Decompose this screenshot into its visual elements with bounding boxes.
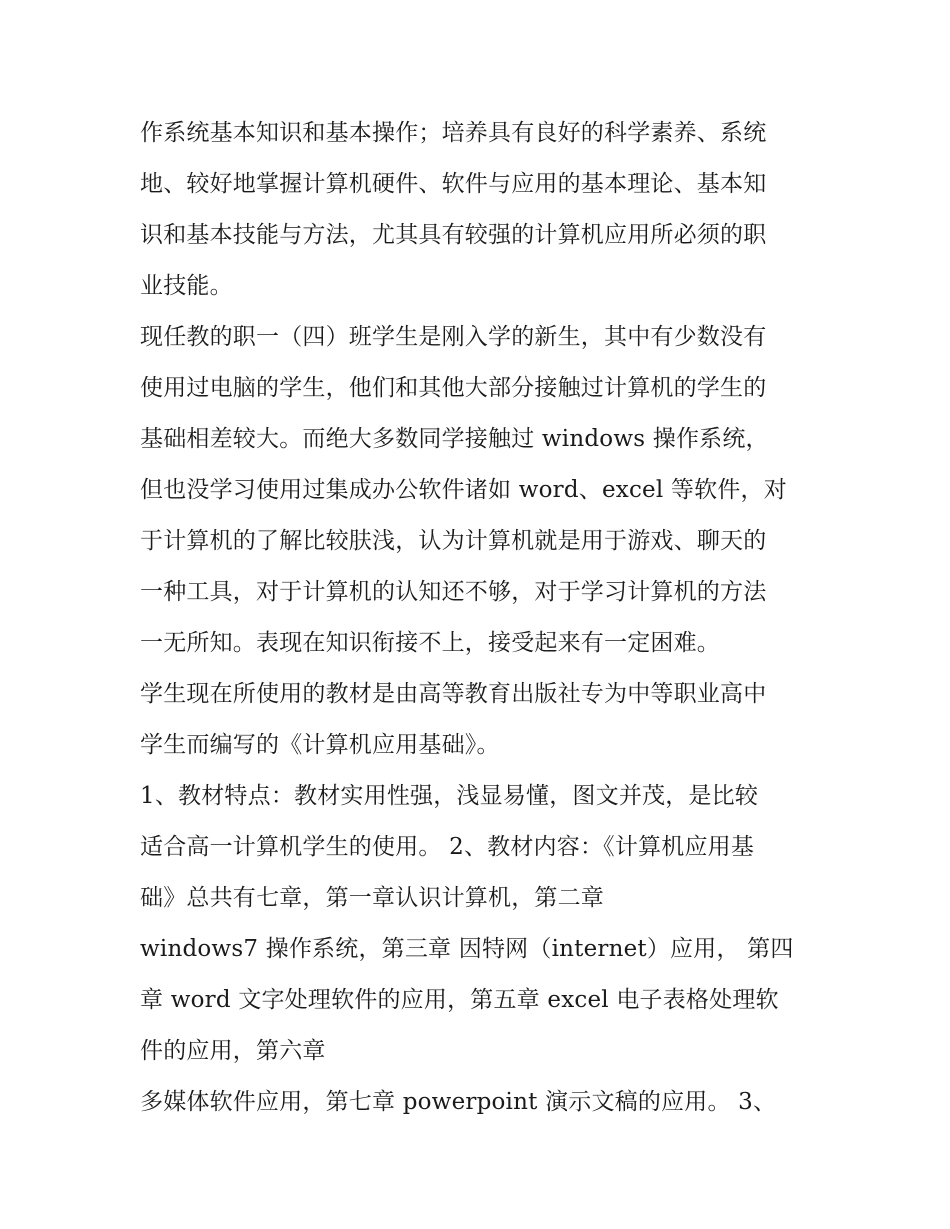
text-line: 但也没学习使用过集成办公软件诸如 word、excel 等软件，对 bbox=[140, 477, 787, 503]
text-line: 现任教的职一（四）班学生是刚入学的新生，其中有少数没有 bbox=[140, 324, 767, 350]
body-text bbox=[140, 108, 820, 1128]
text-line: 1、教材特点：教材实用性强，浅显易懂，图文并茂，是比较 bbox=[140, 783, 759, 809]
text-line: windows7 操作系统，第三章 因特网（internet）应用， 第四 bbox=[140, 936, 794, 962]
text-line: 作系统基本知识和基本操作；培养具有良好的科学素养、系统 bbox=[140, 120, 767, 146]
text-line: 学生而编写的《计算机应用基础》。 bbox=[140, 732, 500, 758]
text-line: 一无所知。表现在知识衔接不上，接受起来有一定困难。 bbox=[140, 630, 720, 656]
text-line: 学生现在所使用的教材是由高等教育出版社专为中等职业高中 bbox=[140, 681, 767, 707]
text-line: 章 word 文字处理软件的应用，第五章 excel 电子表格处理软 bbox=[140, 987, 779, 1013]
text-line: 基础相差较大。而绝大多数同学接触过 windows 操作系统， bbox=[140, 426, 769, 452]
text-line: 一种工具，对于计算机的认知还不够，对于学习计算机的方法 bbox=[140, 579, 767, 605]
text-line: 础》总共有七章，第一章认识计算机，第二章 bbox=[140, 885, 604, 911]
text-line: 业技能。 bbox=[140, 273, 233, 299]
text-line: 识和基本技能与方法，尤其具有较强的计算机应用所必须的职 bbox=[140, 222, 767, 248]
text-line: 地、较好地掌握计算机硬件、软件与应用的基本理论、基本知 bbox=[140, 171, 767, 197]
text-line: 于计算机的了解比较肤浅，认为计算机就是用于游戏、聊天的 bbox=[140, 528, 767, 554]
text-line: 使用过电脑的学生，他们和其他大部分接触过计算机的学生的 bbox=[140, 375, 767, 401]
text-line: 件的应用，第六章 bbox=[140, 1038, 326, 1064]
text-line: 多媒体软件应用，第七章 powerpoint 演示文稿的应用。 3、 bbox=[140, 1089, 777, 1115]
text-line: 适合高一计算机学生的使用。 2、教材内容：《计算机应用基 bbox=[140, 834, 755, 860]
